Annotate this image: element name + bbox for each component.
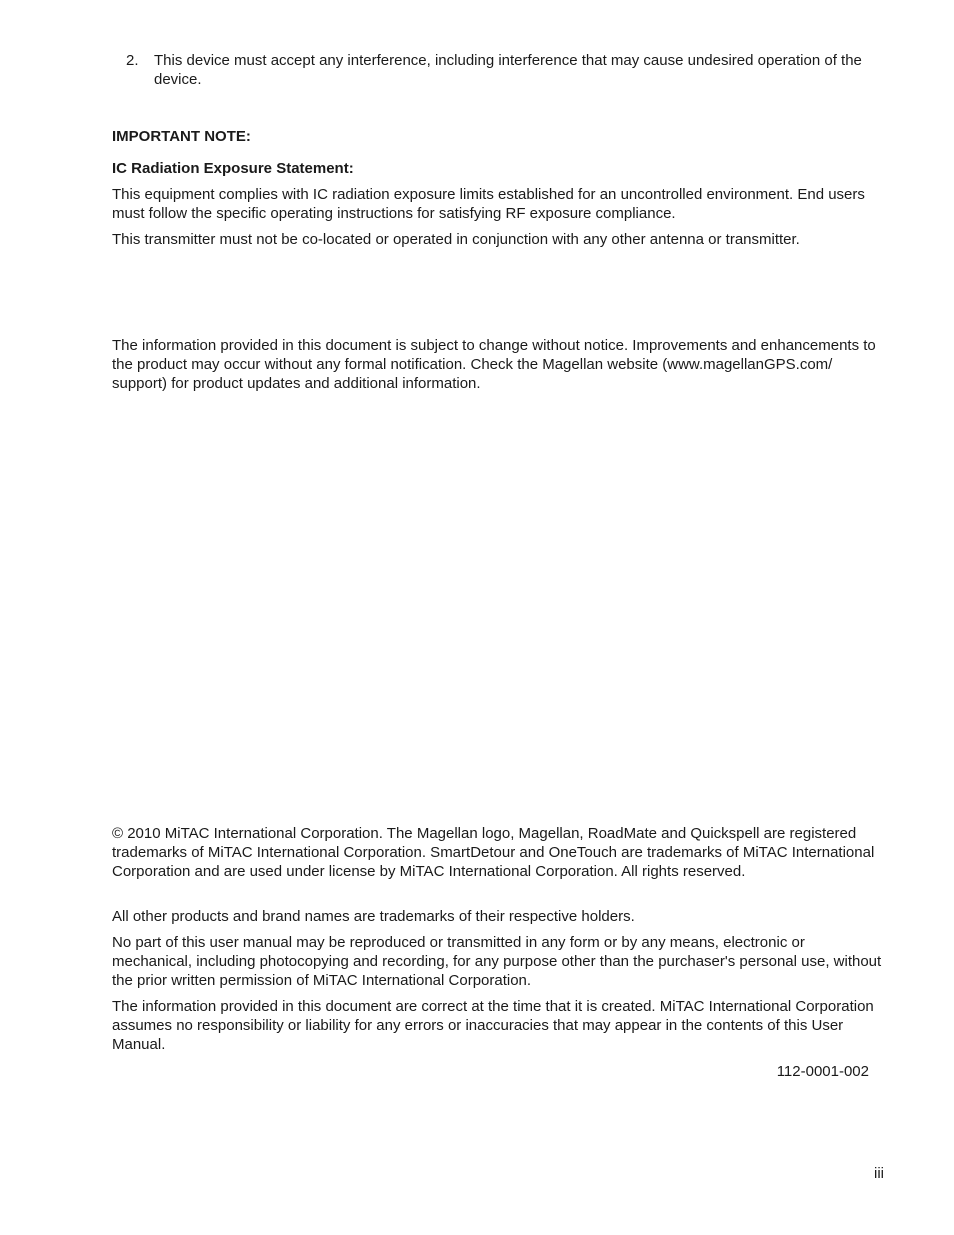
ic-paragraph-co-location: This transmitter must not be co-located or operated in conjunction with any other antenna or transmitter. (112, 231, 800, 248)
list-item-number: 2. (126, 52, 139, 69)
part-number: 112-0001-002 (776, 1063, 869, 1080)
ic-paragraph-exposure-limits: This equipment complies with IC radiation exposure limits established for an uncontrolled environment. End users must follow the specific operating instructions for satisfying RF exposure compliance. (112, 186, 865, 222)
fcc-list-item-2 (126, 51, 886, 89)
trademarks-paragraph: All other products and brand names are trademarks of their respective holders. (112, 908, 635, 925)
important-note-label: IMPORTANT NOTE: (112, 128, 251, 145)
list-item-text: This device must accept any interference, including interference that may cause undesired operation of the device. (154, 52, 862, 88)
page-number: iii (874, 1165, 884, 1182)
liability-paragraph: The information provided in this document are correct at the time that it is created. MiTAC International Corporation assumes no responsibility or liability for any errors or inaccuracies that may appear in the contents of this User Manual. (112, 998, 874, 1053)
copyright-paragraph: © 2010 MiTAC International Corporation. The Magellan logo, Magellan, RoadMate and Quickspell are registered trademarks of MiTAC International Corporation. SmartDetour and OneTouch are trademarks of MiTAC International Corporation and are used under license by MiTAC International Corporation. All rights reserved. (112, 825, 875, 880)
ic-statement-heading: IC Radiation Exposure Statement: (112, 160, 354, 177)
reproduction-paragraph: No part of this user manual may be reproduced or transmitted in any form or by any means, electronic or mechanical, including photocopying and recording, for any purpose other than the purchaser's personal use, without the prior written permission of MiTAC International Corporation. (112, 934, 882, 989)
notice-paragraph: The information provided in this document is subject to change without notice. Improvements and enhancements to the product may occur without any formal notification. Check the Magellan website (www.magellanGPS.com/ support) for product updates and additional information. (112, 337, 876, 392)
